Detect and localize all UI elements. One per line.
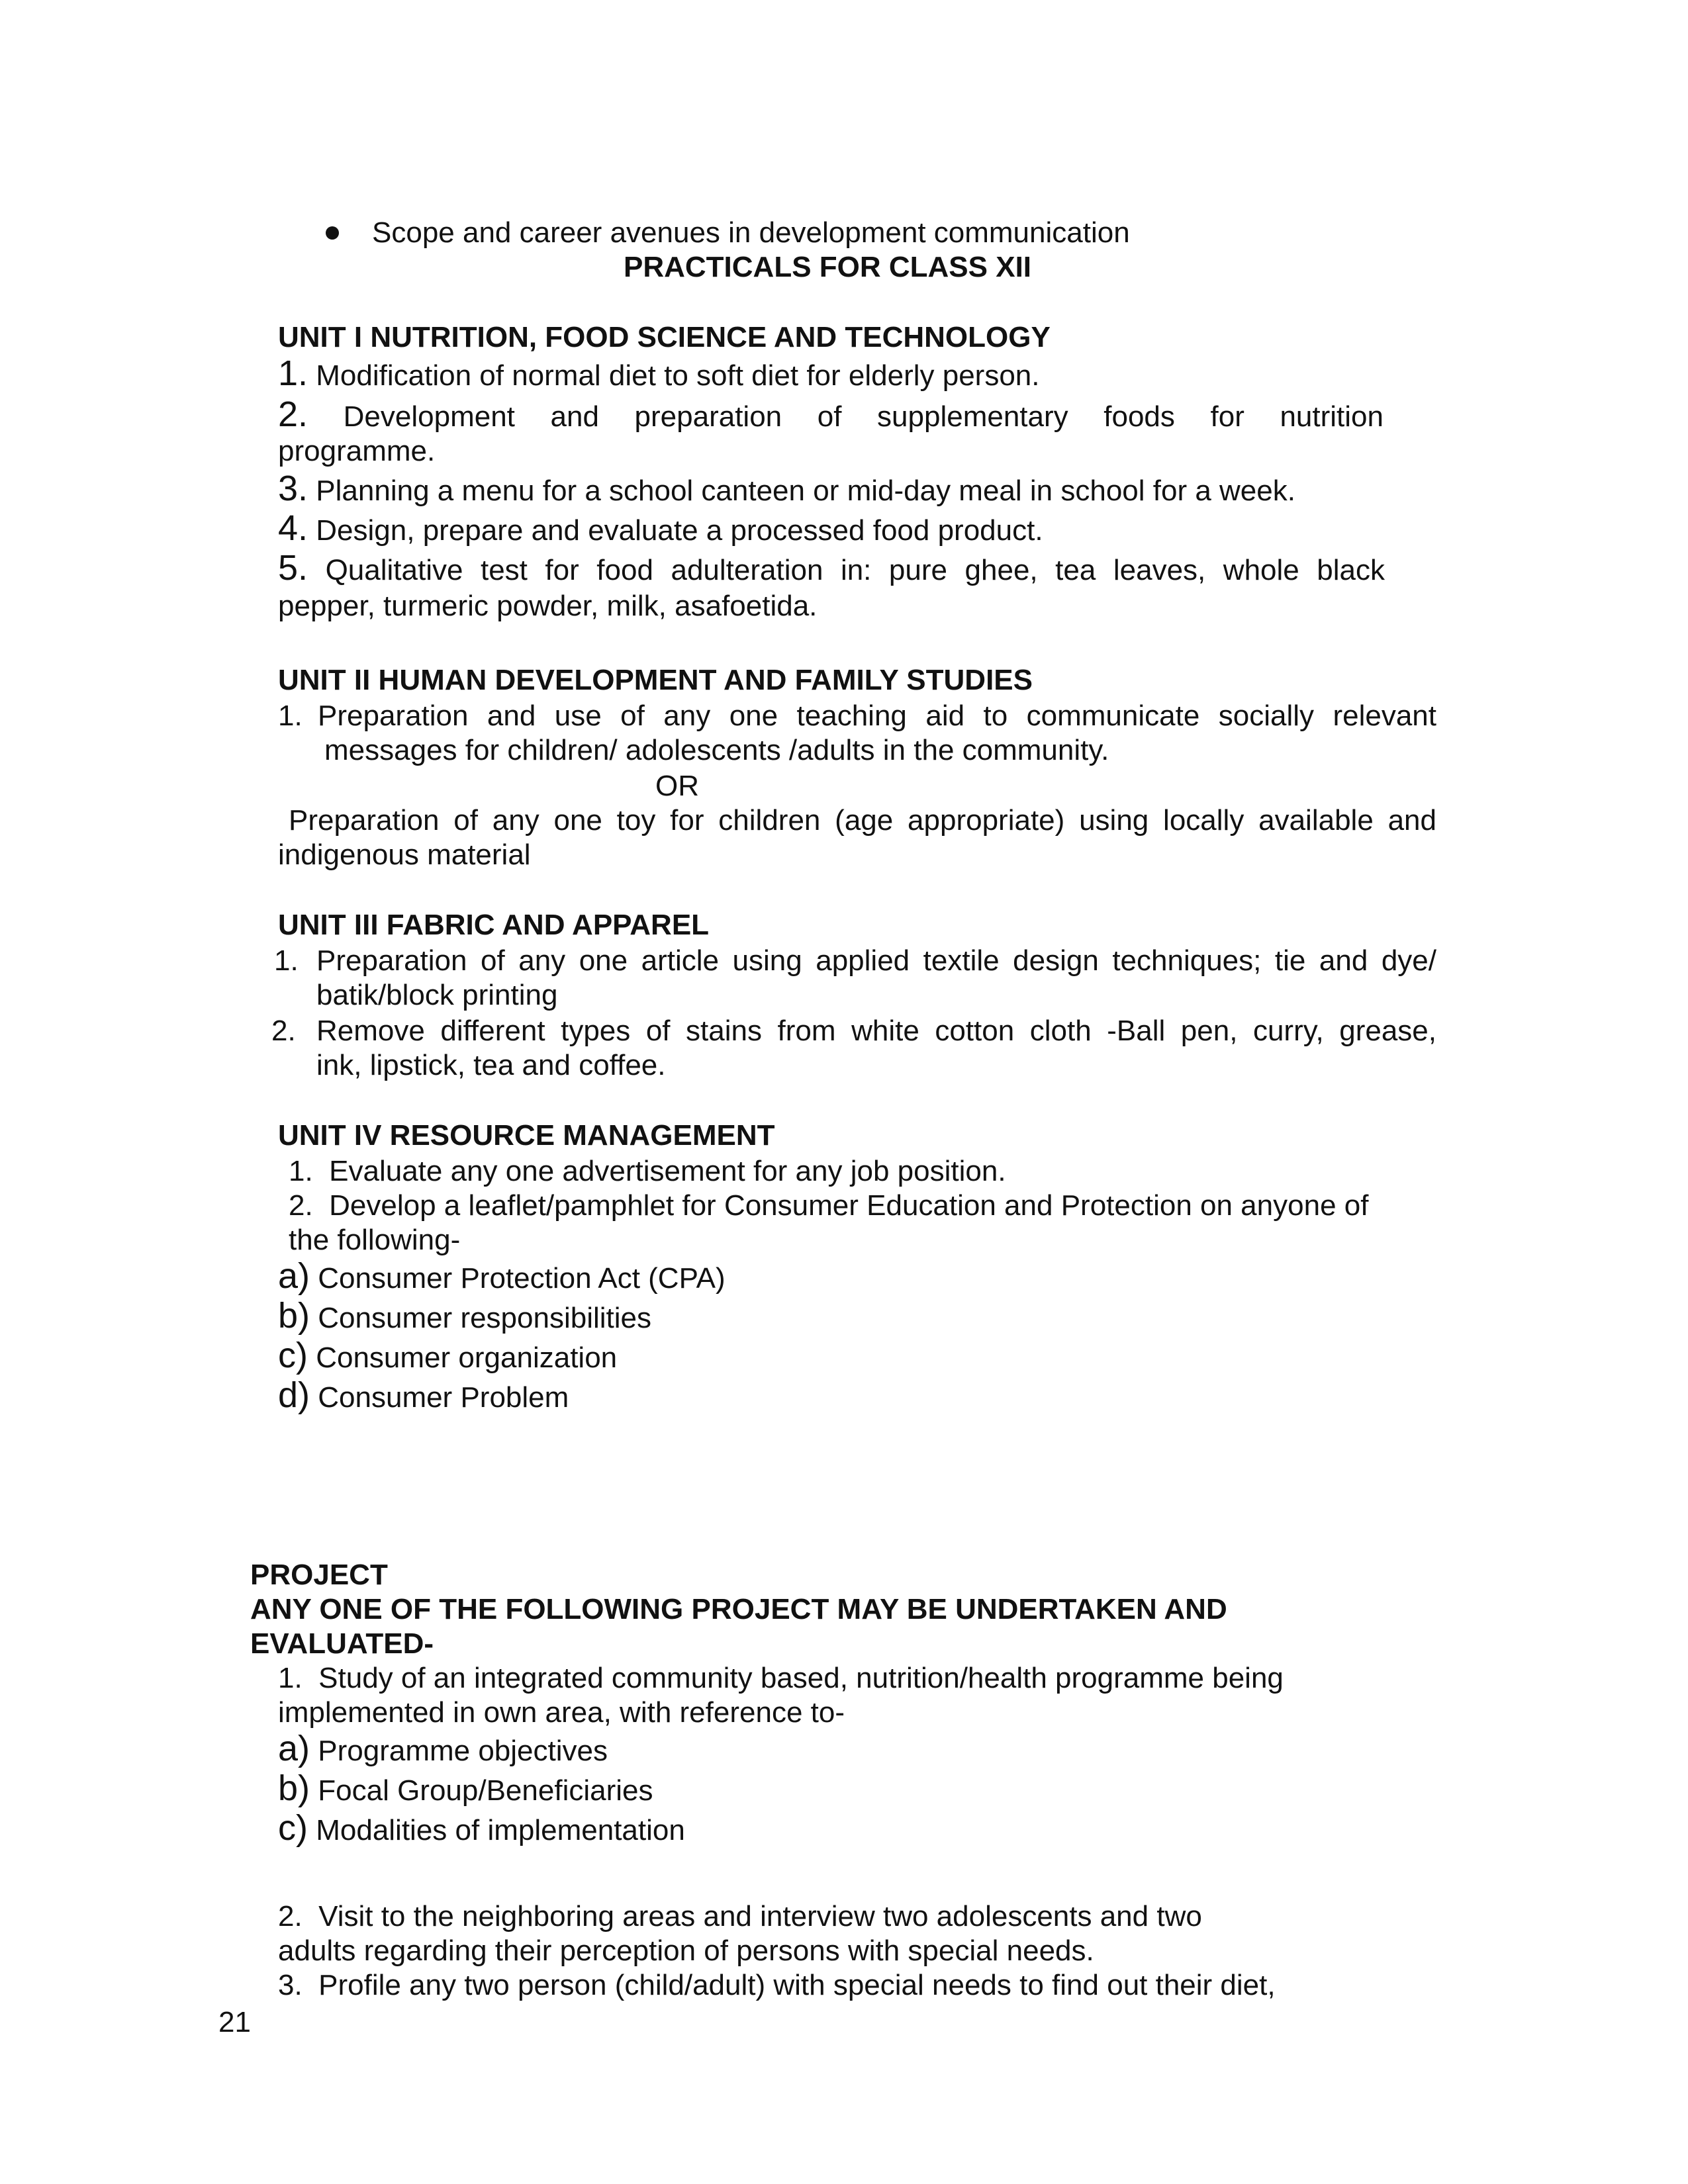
or-label: OR xyxy=(655,770,699,802)
item-text: Modification of normal diet to soft diet for elderly person. xyxy=(316,359,1040,392)
unit1-heading: UNIT I NUTRITION, FOOD SCIENCE AND TECHNOLOGY xyxy=(278,321,1051,353)
unit4-heading: UNIT IV RESOURCE MANAGEMENT xyxy=(278,1119,775,1152)
sub-letter: d) xyxy=(278,1375,310,1415)
unit3-item-1-line2: batik/block printing xyxy=(316,979,558,1011)
project-item-2-line2: adults regarding their perception of persons with special needs. xyxy=(278,1934,1094,1967)
unit2-alt-line2: indigenous material xyxy=(278,839,531,871)
sub-letter: a) xyxy=(278,1729,310,1768)
unit1-item-5-cont: pepper, turmeric powder, milk, asafoetida. xyxy=(278,590,818,622)
item-text: Development and preparation of supplementary foods for nutrition xyxy=(343,400,1383,433)
practicals-title: PRACTICALS FOR CLASS XII xyxy=(624,251,1032,283)
item-text: Design, prepare and evaluate a processed food product. xyxy=(316,514,1043,547)
sub-text: Programme objectives xyxy=(318,1735,608,1767)
project-item-3-line1: 3. Profile any two person (child/adult) with special needs to find out their diet, xyxy=(278,1969,1276,2001)
sub-text: Consumer organization xyxy=(316,1342,618,1374)
unit4-sub-d xyxy=(278,1375,569,1415)
project-item-1-line2: implemented in own area, with reference to- xyxy=(278,1696,845,1729)
unit4-sub-b xyxy=(278,1298,651,1336)
project-heading: PROJECT xyxy=(250,1559,388,1591)
unit2-item-1-number: 1. xyxy=(278,700,303,732)
top-bullet-text: Scope and career avenues in development communication xyxy=(372,216,1130,249)
item-text: Qualitative test for food adulteration in: pure ghee, tea leaves, whole black xyxy=(325,554,1385,586)
unit4-sub-c xyxy=(278,1338,617,1375)
sub-text: Consumer responsibilities xyxy=(318,1302,652,1334)
unit4-item-2-line2: the following- xyxy=(289,1224,461,1256)
item-number: 4. xyxy=(278,508,308,548)
project-subheading-line2: EVALUATED- xyxy=(250,1627,434,1660)
project-item-2-line1: 2. Visit to the neighboring areas and interview two adolescents and two xyxy=(278,1900,1202,1933)
unit1-item-4 xyxy=(278,508,1043,548)
project-sub-c xyxy=(278,1808,685,1848)
sub-text: Consumer Problem xyxy=(318,1381,569,1414)
unit1-item-2-cont: programme. xyxy=(278,435,436,467)
sub-letter: c) xyxy=(278,1808,308,1848)
sub-letter: c) xyxy=(278,1336,308,1375)
unit3-item-2-line1: Remove different types of stains from white cotton cloth -Ball pen, curry, grease, xyxy=(316,1015,1436,1047)
sub-text: Modalities of implementation xyxy=(316,1814,685,1846)
unit3-item-1-number: 1. xyxy=(274,944,299,977)
sub-text: Consumer Protection Act (CPA) xyxy=(318,1262,726,1295)
item-number: 2. xyxy=(278,394,308,434)
unit4-item-2-line1: 2. Develop a leaflet/pamphlet for Consumer Education and Protection on anyone of xyxy=(289,1189,1369,1222)
page-number: 21 xyxy=(218,2006,251,2038)
unit3-item-2-number: 2. xyxy=(271,1015,296,1047)
unit1-item-3 xyxy=(278,471,1295,508)
sub-text: Focal Group/Beneficiaries xyxy=(318,1774,653,1807)
project-item-1-line1: 1. Study of an integrated community based, nutrition/health programme being xyxy=(278,1662,1284,1694)
unit3-item-1-line1: Preparation of any one article using applied textile design techniques; tie and dye/ xyxy=(316,944,1436,977)
unit2-item-1-line2: messages for children/ adolescents /adults in the community. xyxy=(324,734,1109,766)
item-number: 5. xyxy=(278,548,308,588)
sub-letter: b) xyxy=(278,1768,310,1808)
unit4-sub-a xyxy=(278,1256,726,1296)
project-sub-b xyxy=(278,1768,653,1808)
unit2-heading: UNIT II HUMAN DEVELOPMENT AND FAMILY STUDIES xyxy=(278,664,1033,696)
item-number: 3. xyxy=(278,469,308,508)
project-subheading-line1: ANY ONE OF THE FOLLOWING PROJECT MAY BE UNDERTAKEN AND xyxy=(250,1593,1227,1625)
unit4-item-1: 1. Evaluate any one advertisement for any job position. xyxy=(289,1155,1006,1187)
project-sub-a xyxy=(278,1731,608,1768)
unit1-item-5 xyxy=(278,548,1385,588)
sub-letter: b) xyxy=(278,1296,310,1336)
unit1-item-1 xyxy=(278,353,1040,393)
unit1-item-2 xyxy=(278,394,1383,434)
unit2-item-1-line1: Preparation and use of any one teaching aid to communicate socially relevant xyxy=(318,700,1436,732)
item-number: 1. xyxy=(278,353,308,393)
unit3-item-2-line2: ink, lipstick, tea and coffee. xyxy=(316,1049,666,1081)
unit2-alt-line1: Preparation of any one toy for children (age appropriate) using locally available and xyxy=(289,804,1436,837)
bullet-dot xyxy=(326,226,339,240)
sub-letter: a) xyxy=(278,1256,310,1296)
item-text: Planning a menu for a school canteen or mid-day meal in school for a week. xyxy=(316,475,1295,507)
unit3-heading: UNIT III FABRIC AND APPAREL xyxy=(278,909,710,941)
